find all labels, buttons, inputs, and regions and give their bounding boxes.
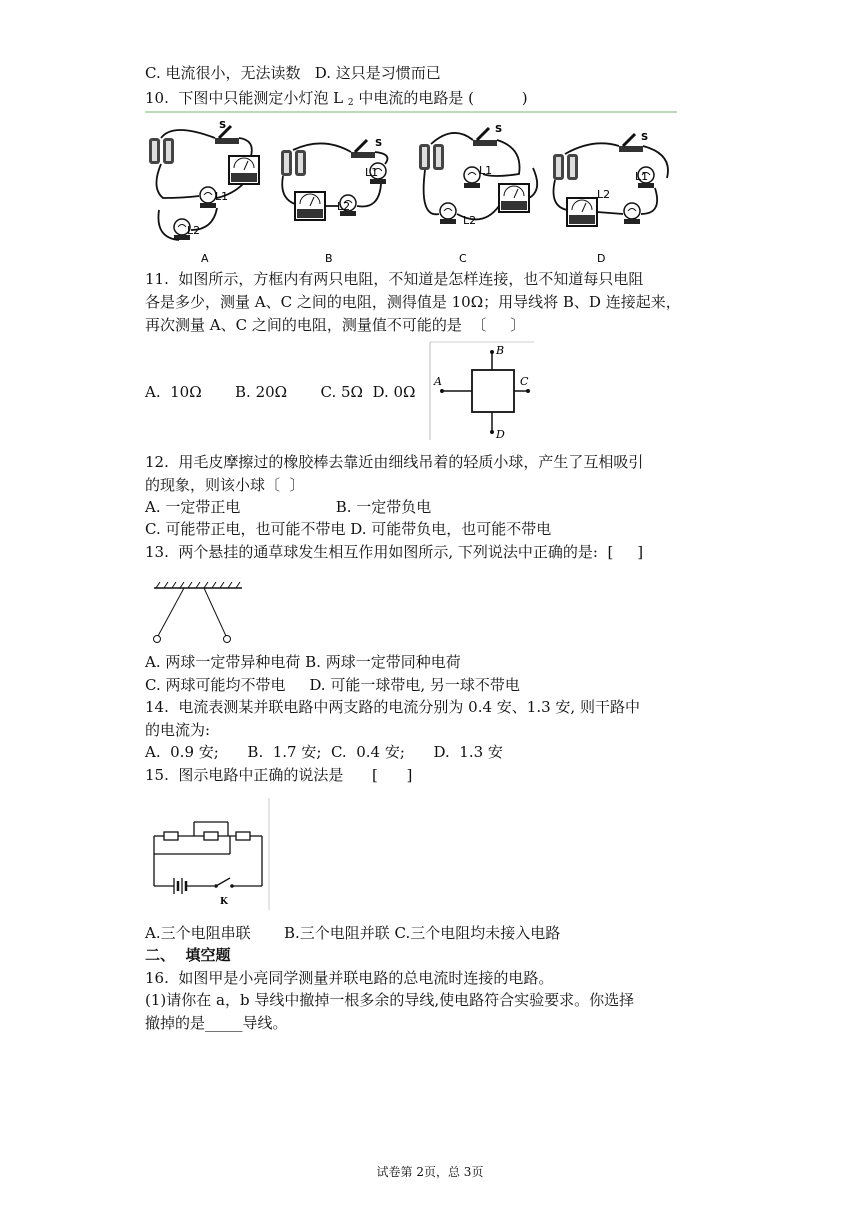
bulb-label-l2: L2 [187, 224, 201, 237]
circuit-label-c: C [459, 252, 467, 265]
q16-stem-line1: 16. 如图甲是小亮同学测量并联电路的总电流时连接的电路。 [145, 969, 554, 987]
switch-k-label: K [220, 897, 228, 907]
circuit-b-diagram [281, 138, 387, 265]
q11-options: A. 10Ω B. 20Ω C. 5Ω D. 0Ω [145, 383, 416, 401]
q14-options: A. 0.9 安; B. 1.7 安; C. 0.4 安; D. 1.3 安 [145, 743, 503, 761]
q11-stem-line2: 各是多少，测量 A、C 之间的电阻，测得值是 10Ω；用导线将 B、D 连接起来， [145, 293, 681, 311]
circuit-label-a: A [201, 252, 209, 265]
q16-stem-line2: (1)请你在 a，b 导线中撤掉一根多余的导线,使电路符合实验要求。你选择 [145, 991, 635, 1009]
q13-options-row1: A. 两球一定带异种电荷 B. 两球一定带同种电荷 [145, 653, 461, 671]
circuit-d-diagram [553, 132, 668, 265]
bulb-label-l2: L2 [463, 214, 477, 227]
switch-label: S [495, 124, 503, 135]
q9-options: C. 电流很小，无法读数 D. 这只是习惯而已 [145, 64, 441, 82]
section-heading-fill-in: 二、 填空题 [145, 946, 231, 964]
terminal-b-label: B [496, 344, 505, 357]
q15-circuit-figure [144, 796, 272, 912]
q12-options-row1: A. 一定带正电 B. 一定带负电 [145, 498, 432, 516]
q14-stem-line2: 的电流为: [145, 721, 211, 739]
q11-box-figure [428, 340, 538, 442]
terminal-c-label: C [520, 375, 529, 388]
q10-stem-a: 10. 下图中只能测定小灯泡 L [145, 89, 348, 107]
q16-stem-line3: 撤掉的是_____导线。 [145, 1014, 288, 1032]
q12-options-row2: C. 可能带正电，也可能不带电 D. 可能带负电，也可能不带电 [145, 520, 552, 538]
bulb-label-l2: L2 [597, 188, 611, 201]
bulb-label-l1: L1 [635, 170, 649, 183]
circuit-label-d: D [597, 252, 606, 265]
circuit-label-b: B [325, 252, 333, 265]
q11-stem-line1: 11. 如图所示，方框内有两只电阻，不知道是怎样连接，也不知道每只电阻 [145, 270, 644, 288]
bulb-label-l1: L1 [215, 190, 229, 203]
q10-subscript: 2 [347, 98, 354, 108]
q12-stem-line1: 12. 用毛皮摩擦过的橡胶棒去靠近由细线吊着的轻质小球，产生了互相吸引 [145, 453, 644, 471]
bulb-label-l2: L2 [337, 200, 351, 213]
q10-circuits-figure [143, 118, 683, 266]
q15-options: A.三个电阻串联 B.三个电阻并联 C.三个电阻均未接入电路 [145, 924, 561, 942]
circuit-a-diagram [149, 120, 259, 265]
q13-pith-balls-figure [148, 580, 248, 650]
q13-options-row2: C. 两球可能均不带电 D. 可能一球带电, 另一球不带电 [145, 676, 520, 694]
q14-stem-line1: 14. 电流表测某并联电路中两支路的电流分别为 0.4 安、1.3 安, 则干路中 [145, 698, 640, 716]
circuit-c-diagram [419, 124, 537, 265]
terminal-d-label: D [496, 428, 505, 441]
q11-stem-line3: 再次测量 A、C 之间的电阻，测量值不可能的是 〔 〕 [145, 316, 526, 334]
bulb-label-l1: L1 [479, 164, 493, 177]
q15-stem: 15. 图示电路中正确的说法是 [ ] [145, 766, 413, 784]
q10-stem [145, 87, 528, 114]
terminal-a-label: A [434, 375, 442, 388]
q10-stem-b: 中电流的电路是 ( ) [353, 89, 528, 107]
q13-stem: 13. 两个悬挂的通草球发生相互作用如图所示, 下列说法中正确的是: [ ] [145, 543, 644, 561]
switch-label: S [219, 120, 227, 131]
bulb-label-l1: L1 [365, 166, 379, 179]
q12-stem-line2: 的现象，则该小球〔 〕 [145, 476, 305, 494]
page-footer: 试卷第 2页，总 3页 [376, 1165, 484, 1179]
switch-label: S [375, 138, 383, 149]
switch-label: S [641, 132, 649, 143]
divider-line [145, 111, 677, 113]
